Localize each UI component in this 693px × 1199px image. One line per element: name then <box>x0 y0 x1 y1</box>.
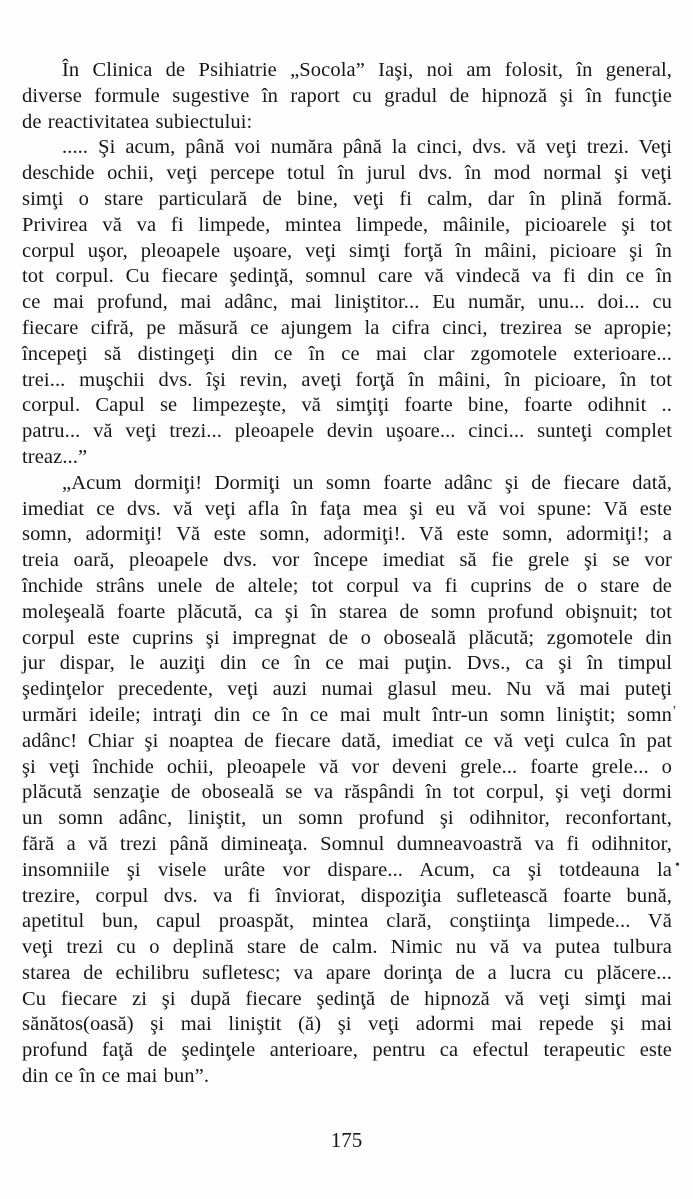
text-line: urmări ideile; intraţi din ce în ce mai mult într-un somn liniştit; somn <box>22 703 672 726</box>
text-line: corpul. Capul se limpezeşte, vă simţiţi foarte bine, foarte odihnit .. <box>22 394 672 417</box>
text-line: corpul uşor, pleoapele uşoare, veţi simţi forţă în mâini, picioare şi în <box>22 239 672 262</box>
text-line: treaz...” <box>22 445 88 468</box>
paragraph-wake-formula <box>22 135 672 470</box>
text-line: fiecare cifră, pe măsură ce ajungem la cifra cinci, trezirea se apropie; <box>22 316 672 339</box>
text-line: jur dispar, le auziţi din ce în ce mai puţin. Dvs., ca şi în timpul <box>22 652 672 675</box>
text-line: moleşeală foarte plăcută, ca şi în starea de somn profund obişnuit; tot <box>22 600 672 623</box>
body-text <box>22 58 672 1090</box>
text-line: Privirea vă va fi limpede, mintea limpede, mâinile, picioarele şi tot <box>22 213 672 236</box>
text-line: imediat ce dvs. vă veţi afla în faţa mea şi eu vă voi spune: Vă este <box>22 497 672 520</box>
text-line: ..... Şi acum, până voi număra până la cinci, dvs. vă veţi trezi. Veţi <box>62 136 672 159</box>
text-line: diverse formule sugestive în raport cu gradul de hipnoză şi în funcţie <box>22 84 672 107</box>
margin-dot: • <box>675 858 680 873</box>
text-line: starea de echilibru sufletesc; va apare dorinţa de a lucra cu plăcere... <box>22 961 672 984</box>
text-line: din ce în ce mai bun”. <box>22 1065 210 1088</box>
text-line: un somn adânc, liniştit, un somn profund şi odihnitor, reconfortant, <box>22 807 672 830</box>
text-line: patru... vă veţi trezi... pleoapele devin uşoare... cinci... sunteţi complet <box>22 420 672 443</box>
text-line: fără a vă trezi până dimineaţa. Somnul dumneavoastră va fi odihnitor, <box>22 832 672 855</box>
text-line: deschide ochii, veţi percepe totul în jurul dvs. în mod normal şi veţi <box>22 162 672 185</box>
text-line: În Clinica de Psihiatrie „Socola” Iaşi, noi am folosit, în general, <box>62 59 672 81</box>
text-line: somn, adormiţi! Vă este somn, adormiţi!. Vă este somn, adormiţi!; a <box>22 523 672 546</box>
margin-mark: ʼ <box>672 704 677 719</box>
text-line: de reactivitatea subiectului: <box>22 110 253 133</box>
text-line: simţi o stare particulară de bine, veţi fi calm, dar în plină formă. <box>22 187 672 210</box>
text-line: veţi trezi cu o deplină stare de calm. Nimic nu vă va putea tulbura <box>22 936 672 959</box>
text-line: adânc! Chiar şi noaptea de fiecare dată, imediat ce vă veţi culca în pat <box>22 729 672 752</box>
text-line: şedinţelor precedente, veţi auzi numai glasul meu. Nu vă mai puteţi <box>22 678 672 701</box>
paragraph-intro <box>22 58 672 135</box>
text-line: trezire, corpul dvs. va fi înviorat, dispoziţia sufletească foarte bună, <box>22 884 672 907</box>
text-line: începeţi să distingeţi din ce în ce mai clar zgomotele exterioare... <box>22 342 672 365</box>
text-line: insomniile şi visele urâte vor dispare... Acum, ca şi totdeauna la <box>22 858 672 881</box>
text-line: apetitul bun, capul proaspăt, mintea clară, conştiinţa limpede... Vă <box>22 910 672 933</box>
text-line: trei... muşchii dvs. îşi revin, aveţi forţă în mâini, în picioare, în tot <box>22 368 672 391</box>
text-line: corpul este cuprins şi impregnat de o oboseală plăcută; zgomotele din <box>22 626 672 649</box>
text-line: tot corpul. Cu fiecare şedinţă, somnul care vă vindecă va fi din ce în <box>22 265 672 288</box>
text-line: „Acum dormiţi! Dormiţi un somn foarte adânc şi de fiecare dată, <box>62 471 672 494</box>
text-line: închide strâns unele de altele; tot corpul va fi cuprins de o stare de <box>22 574 672 597</box>
text-line: profund faţă de şedinţele anterioare, pentru ca efectul terapeutic este <box>22 1039 672 1062</box>
text-line: Cu fiecare zi şi după fiecare şedinţă de hipnoză vă veţi simţi mai <box>22 987 672 1010</box>
text-line: sănătos(oasă) şi mai liniştit (ă) şi veţi adormi mai repede şi mai <box>22 1013 672 1036</box>
paragraph-sleep-formula <box>22 471 672 1090</box>
text-line: ce mai profund, mai adânc, mai liniştitor... Eu număr, unu... doi... cu <box>22 291 672 314</box>
page-number: 175 <box>330 1128 363 1152</box>
text-line: treia oară, pleoapele dvs. vor începe imediat să fie grele şi se vor <box>22 549 672 572</box>
text-line: plăcută senzaţie de oboseală se va răspândi în tot corpul, şi veţi dormi <box>22 781 672 804</box>
text-line: şi veţi închide ochii, pleoapele vă vor deveni grele... foarte grele... o <box>22 755 672 778</box>
